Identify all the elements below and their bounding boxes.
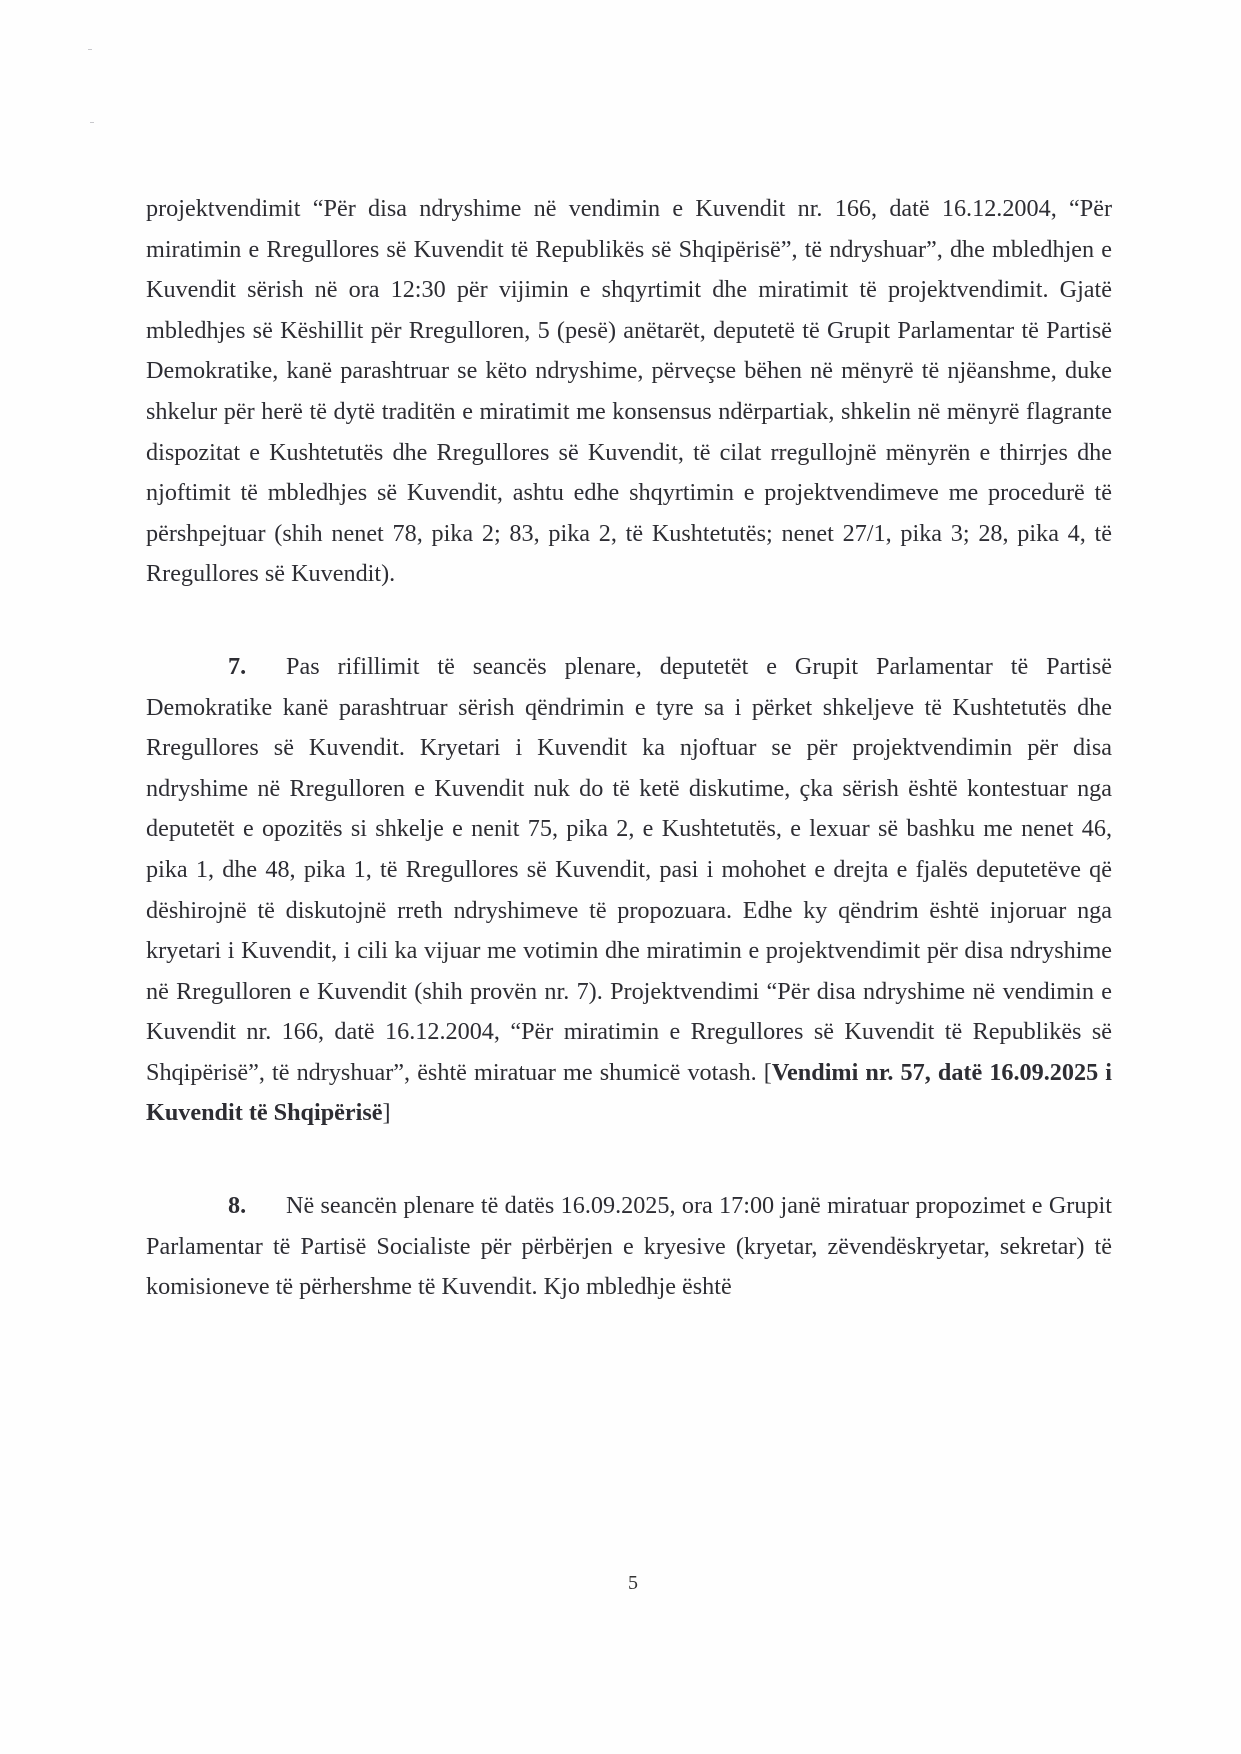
decision-reference: Vendimi nr. 57, datë 16.09.2025 i Kuvendit të Shqipërisë [146, 1058, 1113, 1127]
scan-artifact [88, 49, 92, 50]
paragraph-7 [146, 647, 1112, 1134]
document-body [146, 189, 1112, 1308]
paragraph-number: 7. [228, 652, 247, 680]
paragraph-text: projektvendimit “Për disa ndryshime në vendimin e Kuvendit nr. 166, datë 16.12.2004, “Për miratimin e Rregullores së Kuvendit të Republikës së Shqipërisë”, të ndryshuar”, dhe mbledhjen e Kuvendit sërish në ora 12:30 për vijimin e shqyrtimit dhe miratimit të projektvendimit. Gjatë mbledhjes së Këshillit për Rregulloren, 5 (pesë) anëtarët, deputetë të Grupit Parlamentar të Partisë Demokratike, kanë parashtruar se këto ndryshime, përveçse bëhen në mënyrë të njëanshme, duke shkelur për herë të dytë traditën e miratimit me konsensus ndërpartiak, shkelin në mënyrë flagrante dispozitat e Kushtetutës dhe Rregullores së Kuvendit, të cilat rregullojnë mënyrën e thirrjes dhe njoftimit të mbledhjes së Kuvendit, ashtu edhe shqyrtimin e projektvendimeve me procedurë të përshpejtuar (shih nenet 78, pika 2; 83, pika 2, të Kushtetutës; nenet 27/1, pika 3; 28, pika 4, të Rregullores së Kuvendit). [146, 195, 1112, 588]
paragraph-text: Pas rifillimit të seancës plenare, deputetët e Grupit Parlamentar të Partisë Demokratike kanë parashtruar sërish qëndrimin e tyre sa i përket shkeljeve të Kushtetutës dhe Rregullores së Kuvendit. Kryetari i Kuvendit ka njoftuar se për projektvendimin për disa ndryshime në Rregulloren e Kuvendit nuk do të ketë diskutime, çka sërish është kontestuar nga deputetët e opozitës si shkelje e nenit 75, pika 2, e Kushtetutës, e lexuar së bashku me nenet 46, pika 1, dhe 48, pika 1, të Rregullores së Kuvendit, pasi i mohohet e drejta e fjalës deputetëve që dëshirojnë të diskutojnë rreth ndryshimeve të propozuara. Edhe ky qëndrim është injoruar nga kryetari i Kuvendit, i cili ka vijuar me votimin dhe miratimin e projektvendimit për disa ndryshime në Rregulloren e Kuvendit (shih provën nr. 7). Projektvendimi “Për disa ndryshime në vendimin e Kuvendit nr. 166, datë 16.12.2004, “Për miratimin e Rregullores së Kuvendit të Republikës së Shqipërisë”, të ndryshuar”, është miratuar me shumicë votash. [ [146, 652, 1112, 1086]
paragraph-continuation [146, 189, 1112, 595]
paragraph-8 [146, 1186, 1112, 1308]
scan-artifact [90, 122, 94, 123]
paragraph-number: 8. [228, 1192, 247, 1220]
page-number: 5 [628, 1572, 638, 1594]
bracket-close: ] [382, 1099, 391, 1127]
paragraph-text: Në seancën plenare të datës 16.09.2025, ora 17:00 janë miratuar propozimet e Grupit Parlamentar të Partisë Socialiste për përbërjen e kryesive (kryetar, zëvendëskryetar, sekretar) të komisioneve të përhershme të Kuvendit. Kjo mbledhje është [146, 1192, 1112, 1301]
